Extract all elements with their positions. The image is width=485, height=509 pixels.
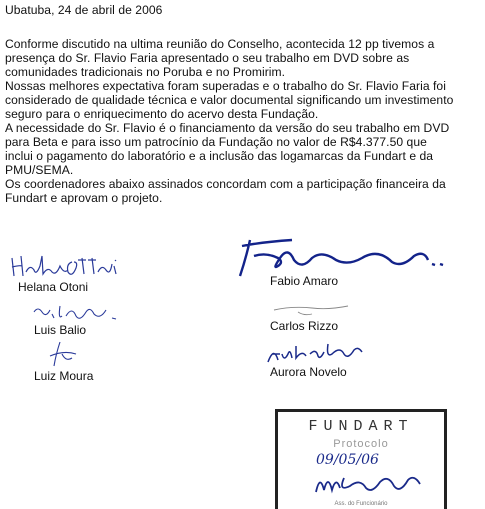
stamp-footer: Ass. do Funcionário	[334, 501, 388, 507]
body-line: Conforme discutido na ultima reunião do Conselho, acontecida 12 pp tivemos a	[5, 37, 435, 51]
signature-carlos-rizzo	[268, 296, 358, 320]
body-line: PMU/SEMA.	[5, 163, 74, 177]
body-line: para Beta e para isso um patrocínio da Fundação no valor de R$4.377.50 que	[5, 135, 427, 149]
signature-helana-otoni	[8, 252, 138, 280]
stamp-date: 09/05/06	[316, 452, 379, 468]
body-line: presença do Sr. Flavio Faria apresentado o seu trabalho em DVD sobre as	[5, 51, 410, 65]
signatory-name: Fabio Amaro	[270, 274, 339, 288]
body-line: seguro para o enriquecimento do acervo desta Fundação.	[5, 107, 319, 121]
protocol-stamp	[275, 409, 447, 509]
stamp-subtitle: Protocolo	[333, 438, 389, 450]
body-line: Os coordenadores abaixo assinados concordam com a participação financeira da	[5, 177, 446, 191]
signatory-name: Carlos Rizzo	[270, 319, 339, 333]
body-line: Nossas melhores expectativa foram superadas e o trabalho do Sr. Flavio Faria foi	[5, 79, 446, 93]
body-line: comunidades tradicionais no Poruba e no Promirim.	[5, 65, 286, 79]
signature-fabio-amaro	[232, 236, 452, 281]
stamp-title: FUNDART	[308, 418, 414, 435]
signature-aurora-novelo	[262, 338, 372, 368]
signatory-name: Helana Otoni	[18, 280, 89, 294]
signature-luiz-moura	[46, 340, 86, 370]
stamp-signature	[308, 468, 428, 498]
signatory-name: Aurora Novelo	[270, 365, 347, 379]
signatory-name: Luis Balio	[34, 323, 87, 337]
body-line: considerado de qualidade técnica e valor documental significando um investimento	[5, 93, 454, 107]
body-line: inclui o pagamento do laboratório e a inclusão das logamarcas da Fundart e da	[5, 149, 434, 163]
signatory-name: Luiz Moura	[34, 369, 94, 383]
signature-luis-balio	[28, 300, 128, 324]
body-line: A necessidade do Sr. Flavio é o financiamento da versão do seu trabalho em DVD	[5, 121, 450, 135]
date-line: Ubatuba, 24 de abril de 2006	[5, 3, 163, 17]
body-line: Fundart e aprovam o projeto.	[5, 191, 163, 205]
